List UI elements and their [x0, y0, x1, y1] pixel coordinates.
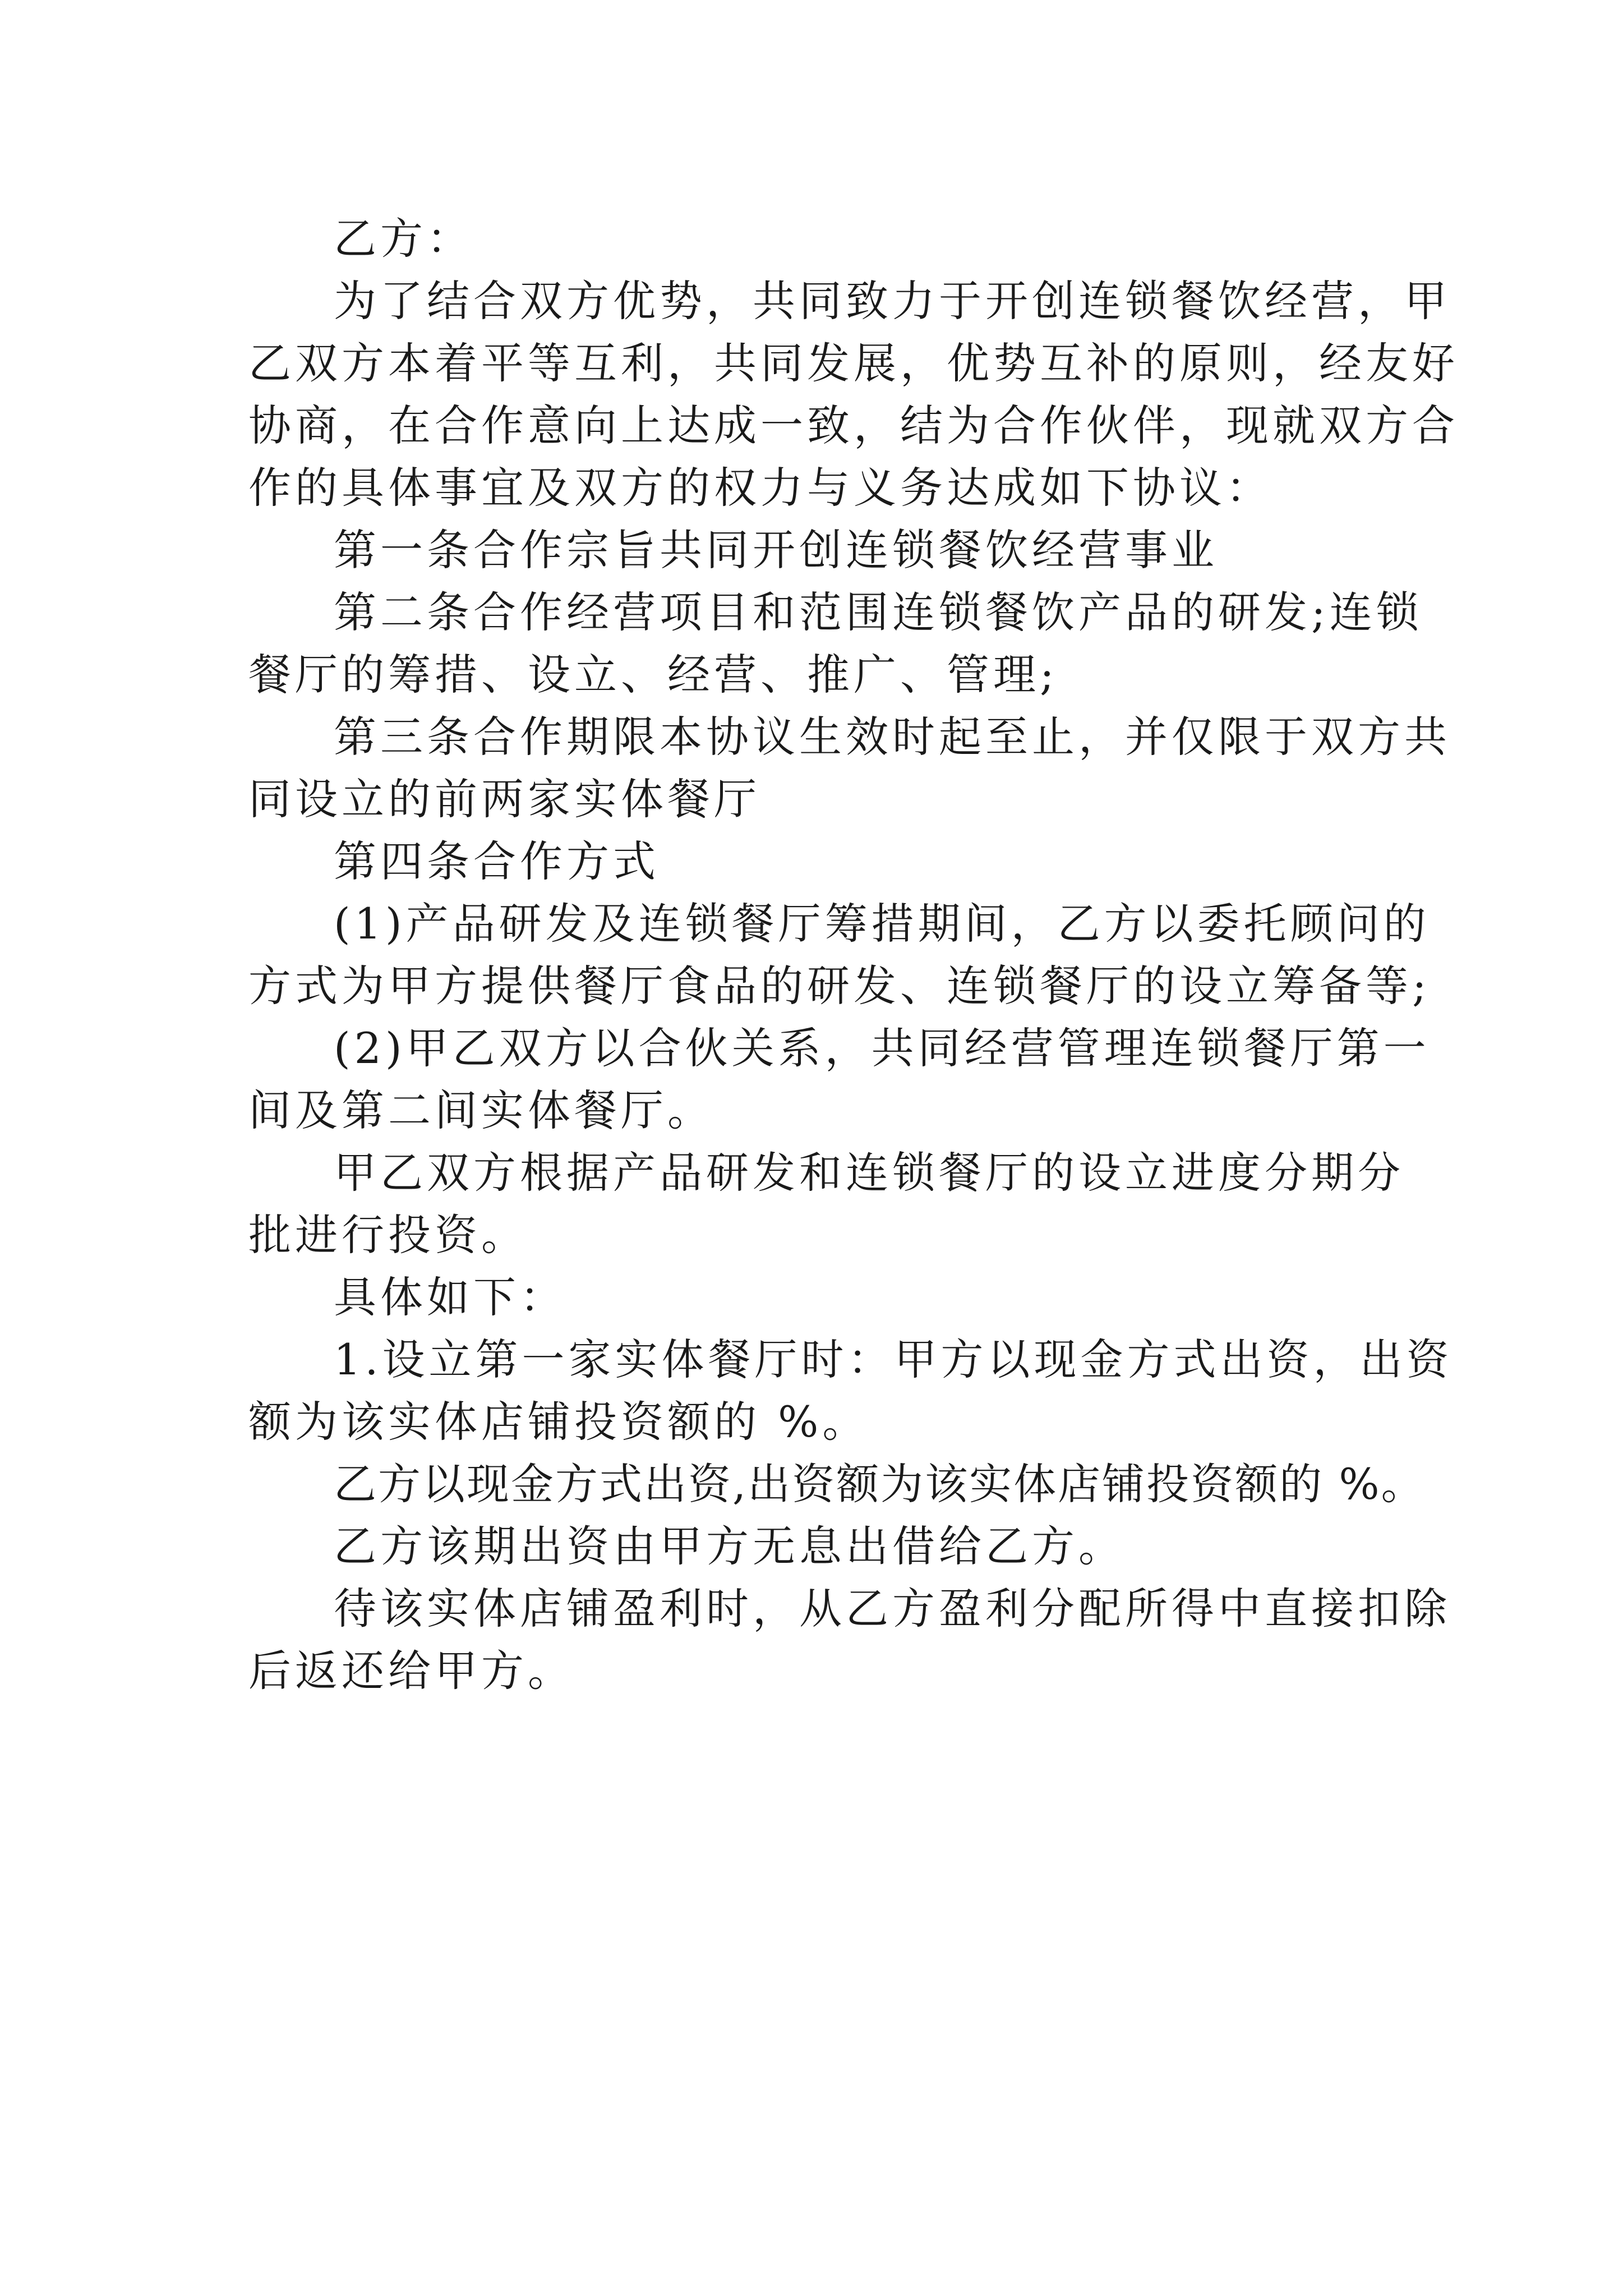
text-line: (1)产品研发及连锁餐厅筹措期间，乙方以委托顾问的 [334, 899, 1430, 949]
text-line: 乙方： [334, 214, 473, 264]
text-line: 第四条合作方式 [334, 836, 660, 886]
text-line: 乙方该期出资由甲方无息出借给乙方。 [334, 1521, 1125, 1571]
document-body [248, 208, 1459, 1702]
text-line: 乙双方本着平等互利，共同发展，优势互补的原则，经友好 [248, 338, 1459, 388]
text-line: 同设立的前两家实体餐厅 [248, 774, 760, 824]
paragraph-article-1 [248, 519, 1421, 581]
text-line: 批进行投资。 [248, 1210, 528, 1260]
paragraph-party-b [248, 208, 1421, 270]
text-line: 额为该实体店铺投资额的 %。 [248, 1397, 869, 1447]
text-line: 方式为甲方提供餐厅食品的研发、连锁餐厅的设立筹备等; [248, 961, 1431, 1011]
text-line: 第三条合作期限本协议生效时起至止，并仅限于双方共 [334, 712, 1451, 762]
paragraph-first-restaurant [248, 1328, 1453, 1453]
paragraph-item-2 [248, 1017, 1430, 1142]
text-line: 后返还给甲方。 [248, 1646, 574, 1696]
paragraph-repayment [248, 1577, 1451, 1702]
text-line: 具体如下： [334, 1272, 566, 1322]
text-line: 餐厅的筹措、设立、经营、推广、管理; [248, 650, 1058, 700]
text-line: 第一条合作宗旨共同开创连锁餐饮经营事业 [334, 525, 1218, 575]
paragraph-article-2 [248, 581, 1421, 706]
text-line: 第二条合作经营项目和范围连锁餐饮产品的研发;连锁 [334, 587, 1423, 637]
text-line: 间及第二间实体餐厅。 [248, 1085, 714, 1135]
text-line: 作的具体事宜及双方的权力与义务达成如下协议： [248, 463, 1272, 513]
text-line: 为了结合双方优势，共同致力于开创连锁餐饮经营，甲 [334, 276, 1451, 326]
text-line: 协商，在合作意向上达成一致，结为合作伙伴，现就双方合 [248, 401, 1459, 450]
text-line: 1.设立第一家实体餐厅时：甲方以现金方式出资，出资 [334, 1335, 1453, 1384]
text-line: (2)甲乙双方以合伙关系，共同经营管理连锁餐厅第一 [334, 1023, 1430, 1073]
text-line: 待该实体店铺盈利时，从乙方盈利分配所得中直接扣除 [334, 1584, 1451, 1634]
paragraph-party-b-contribution [248, 1453, 1426, 1515]
paragraph-preamble [248, 270, 1459, 519]
text-line: 乙方以现金方式出资,出资额为该实体店铺投资额的 %。 [334, 1459, 1426, 1509]
paragraph-loan [248, 1515, 1421, 1577]
paragraph-article-4 [248, 830, 1421, 892]
paragraph-article-3 [248, 706, 1451, 830]
paragraph-item-1 [248, 892, 1431, 1017]
text-line: 甲乙双方根据产品研发和连锁餐厅的设立进度分期分 [334, 1148, 1404, 1198]
paragraph-details [248, 1266, 1421, 1328]
paragraph-investment [248, 1142, 1421, 1266]
